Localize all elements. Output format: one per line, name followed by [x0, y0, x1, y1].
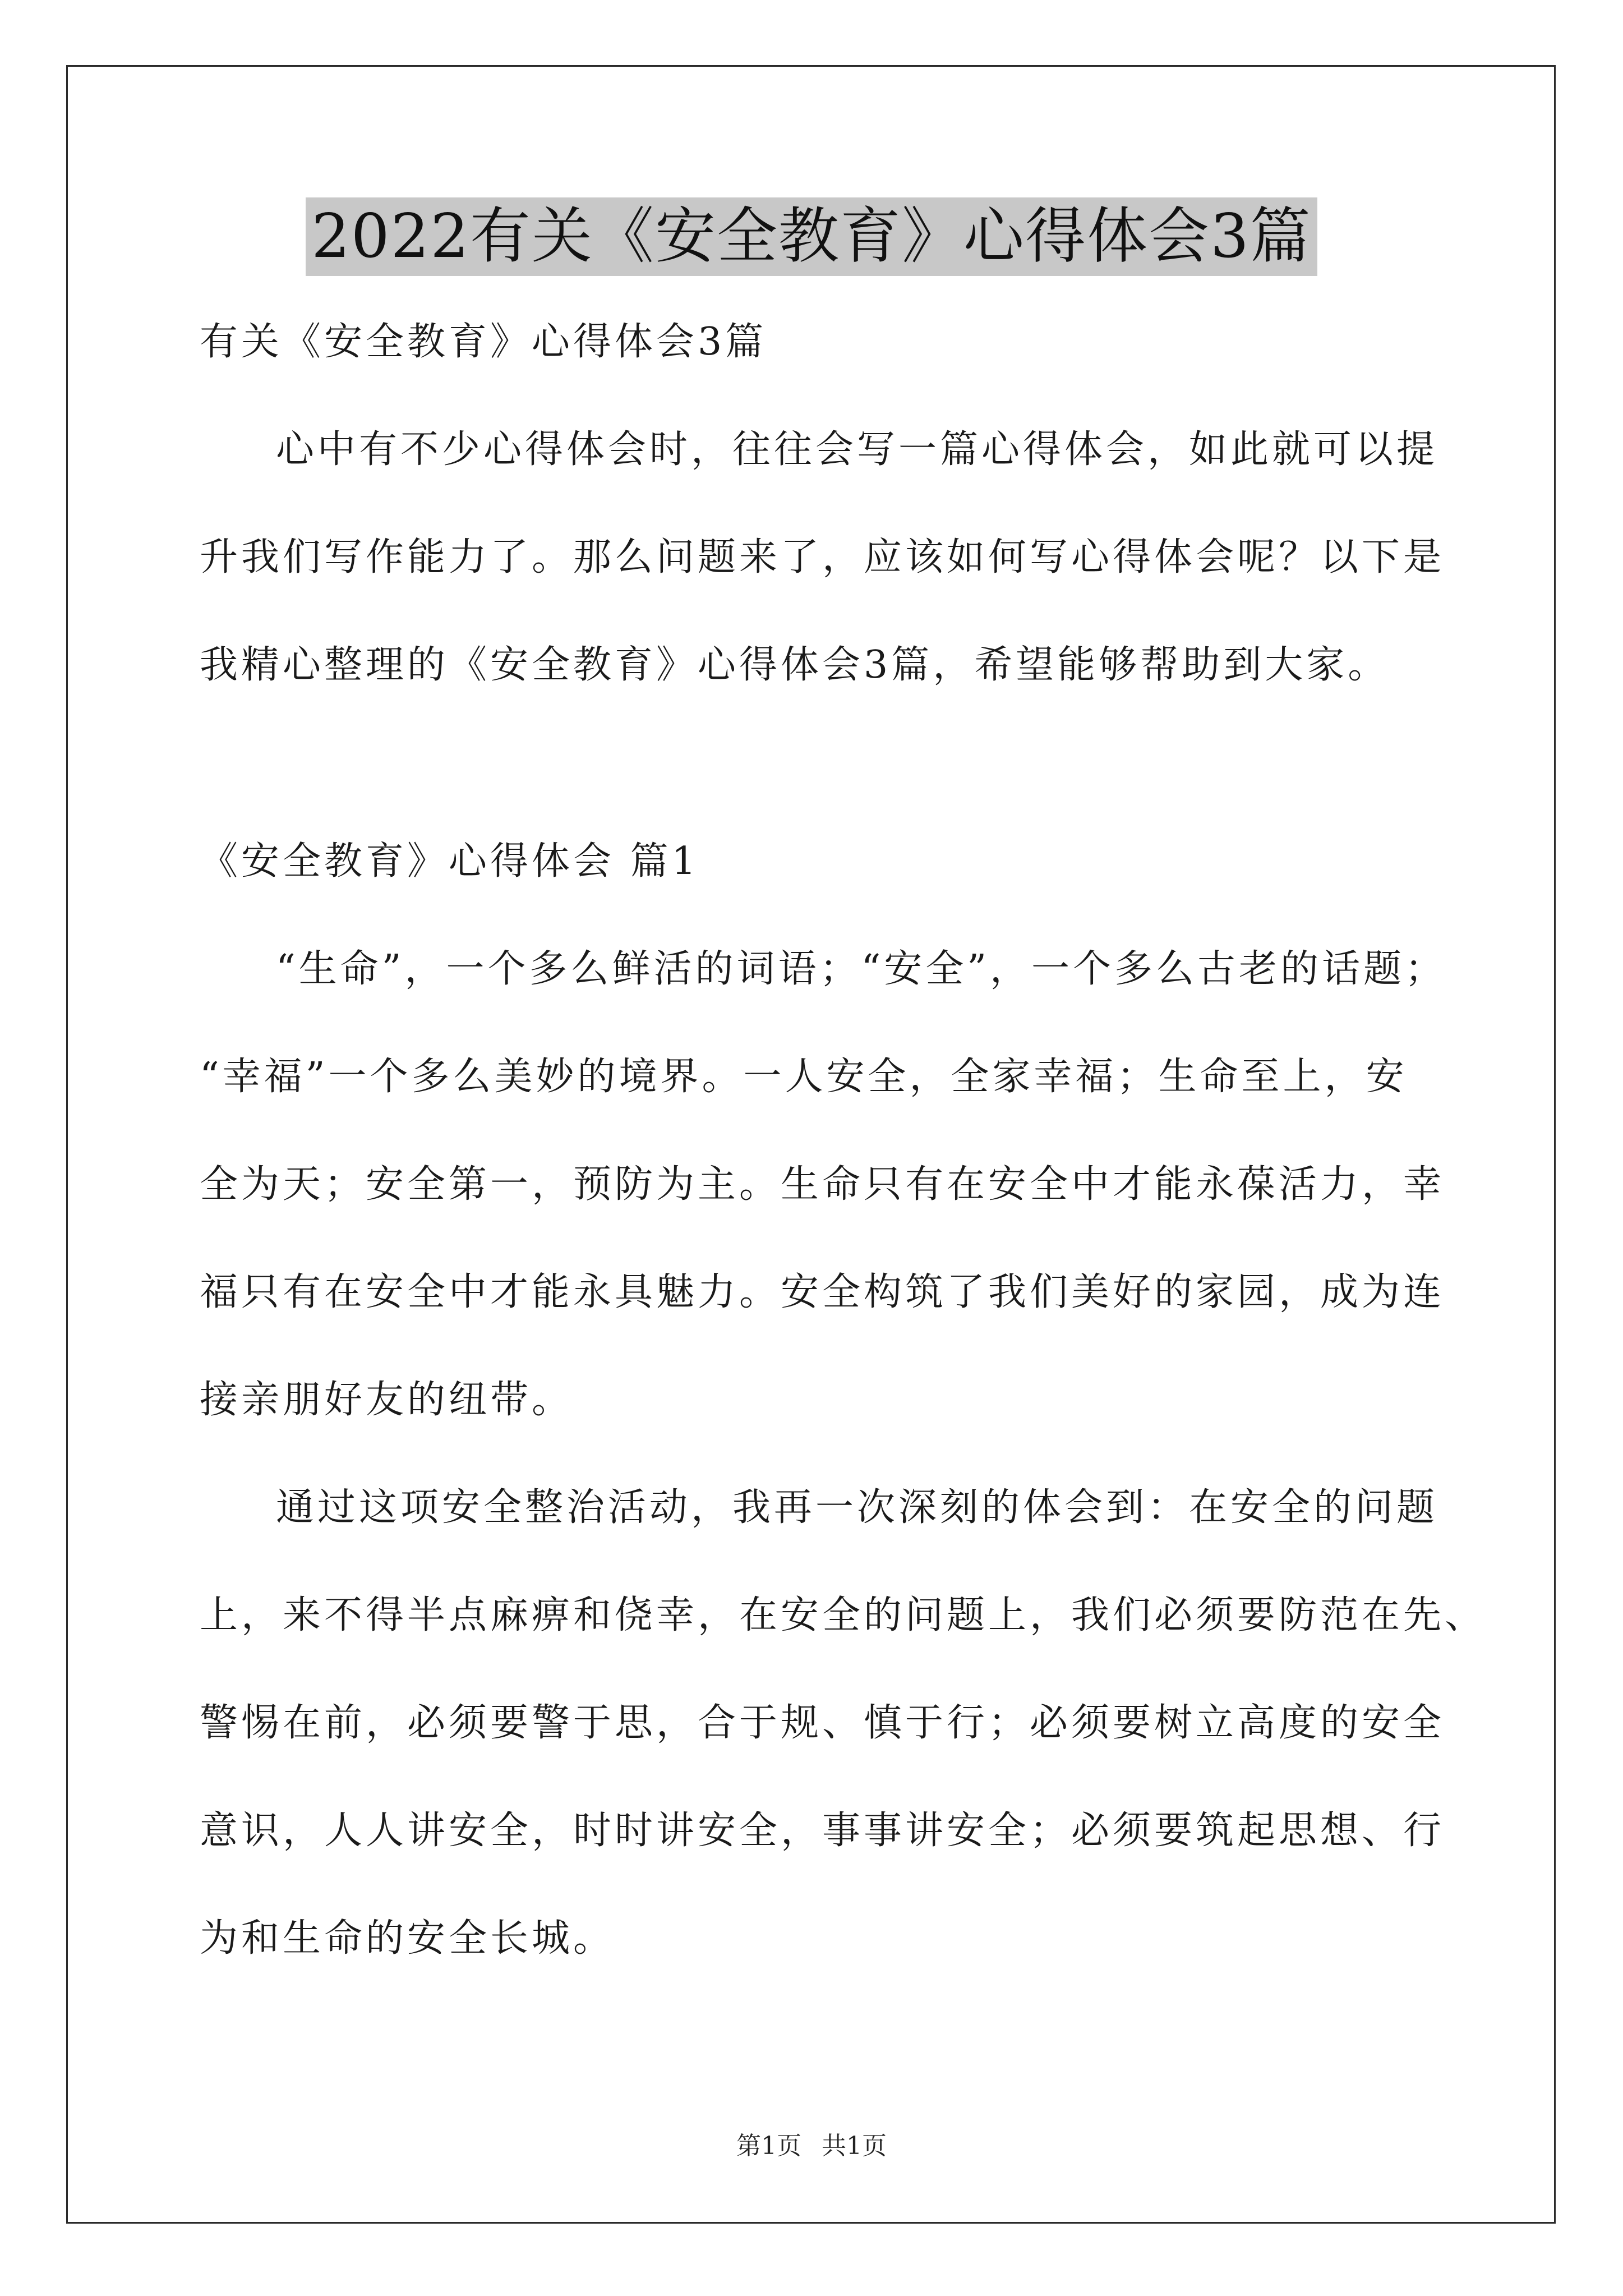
paragraph-line: 福只有在安全中才能永具魅力。安全构筑了我们美好的家园，成为连 [200, 1270, 1445, 1314]
paragraph-line: 我精心整理的《安全教育》心得体会3篇，希望能够帮助到大家。 [200, 643, 1390, 687]
document-body [200, 314, 1487, 1967]
page-number: 第1页 [736, 2132, 801, 2160]
paragraph-line: “幸福”一个多么美妙的境界。一人安全，全家幸福；生命至上，安 [200, 1055, 1408, 1099]
paragraph-line: 上，来不得半点麻痹和侥幸，在安全的问题上，我们必须要防范在先、 [200, 1593, 1487, 1637]
paragraph-line: 警惕在前，必须要警于思，合于规、慎于行；必须要树立高度的安全 [200, 1701, 1445, 1745]
paragraph-line: 升我们写作能力了。那么问题来了，应该如何写心得体会呢？以下是 [200, 535, 1445, 579]
paragraph-line: 心中有不少心得体会时，往往会写一篇心得体会，如此就可以提 [276, 427, 1438, 472]
page-footer [0, 2131, 1623, 2162]
paragraph-line: 为和生命的安全长城。 [200, 1916, 615, 1961]
title-container [0, 197, 1623, 276]
section-heading: 《安全教育》心得体会 篇1 [200, 839, 699, 884]
document-title: 2022有关《安全教育》心得体会3篇 [306, 197, 1317, 276]
page-total: 共1页 [822, 2132, 887, 2160]
document-subtitle: 有关《安全教育》心得体会3篇 [200, 320, 767, 364]
paragraph-line: 意识，人人讲安全，时时讲安全，事事讲安全；必须要筑起思想、行 [200, 1809, 1445, 1853]
paragraph-line: “生命”，一个多么鲜活的词语；“安全”，一个多么古老的话题； [276, 947, 1447, 991]
paragraph-line: 通过这项安全整治活动，我再一次深刻的体会到：在安全的问题 [276, 1485, 1438, 1530]
section1-paragraph-1 [200, 941, 1456, 1428]
paragraph-line: 接亲朋好友的纽带。 [200, 1378, 574, 1422]
intro-paragraph [200, 422, 1456, 693]
paragraph-line: 全为天；安全第一，预防为主。生命只有在安全中才能永葆活力，幸 [200, 1162, 1445, 1207]
section1-paragraph-2 [200, 1480, 1487, 1967]
